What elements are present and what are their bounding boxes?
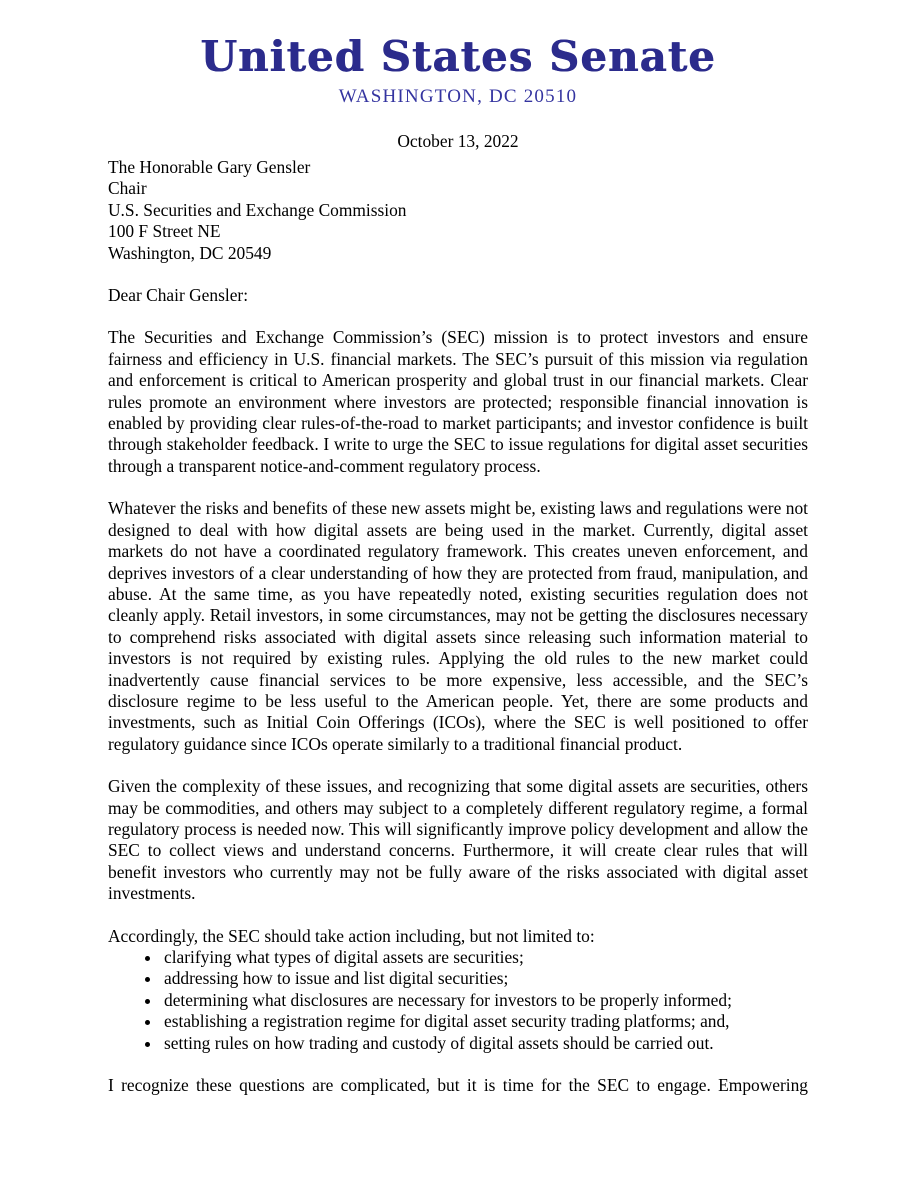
recipient-org: U.S. Securities and Exchange Commission	[108, 199, 407, 220]
bullet-item: • clarifying what types of digital assets are securities;	[162, 947, 808, 968]
paragraph-complexity: Given the complexity of these issues, and recognizing that some digital assets are securities, others may be commodities, and others may subject to a completely different regulatory regime, a formal regulatory process is needed now. This will significantly improve policy development and allow the SEC to collect views and understand concerns. Furthermore, it will create clear rules that will benefit investors who currently may not be fully aware of the risks associated with digital asset investments.	[108, 776, 808, 904]
recipient-street: 100 F Street NE	[108, 221, 221, 242]
closing-paragraph: I recognize these questions are complicated, but it is time for the SEC to engage. Empowering	[108, 1075, 808, 1096]
recipient-address-block	[108, 157, 808, 264]
letterhead-address: WASHINGTON, DC 20510	[338, 86, 578, 107]
paragraph-mission: The Securities and Exchange Commission’s (SEC) mission is to protect investors and ensure fairness and efficiency in U.S. financial markets. The SEC’s pursuit of this mission via regulation and enforcement is critical to American prosperity and global trust in our financial markets. Clear rules promote an environment where investors are protected; responsible financial innovation is enabled by providing clear rules-of-the-road to market participants; and investor confidence is built through stakeholder feedback. I write to urge the SEC to issue regulations for digital asset securities through a transparent notice-and-comment regulatory process.	[108, 327, 808, 476]
letter-date: October 13, 2022	[397, 131, 519, 151]
recipient-city: Washington, DC 20549	[108, 242, 272, 263]
bullet-item: • addressing how to issue and list digital securities;	[162, 968, 808, 989]
bullet-item: • determining what disclosures are necessary for investors to be properly informed;	[162, 990, 808, 1011]
salutation: Dear Chair Gensler:	[108, 285, 249, 306]
action-intro: Accordingly, the SEC should take action including, but not limited to:	[108, 925, 595, 946]
bullet-item: • establishing a registration regime for digital asset security trading platforms; and,	[162, 1011, 808, 1032]
bullet-item: • setting rules on how trading and custody of digital assets should be carried out.	[162, 1033, 808, 1054]
action-bullet-list	[108, 947, 808, 1054]
recipient-name: The Honorable Gary Gensler	[108, 157, 311, 177]
letter-body	[108, 157, 808, 1096]
senate-wordmark: United States Senate	[200, 32, 716, 81]
paragraph-risks: Whatever the risks and benefits of these new assets might be, existing laws and regulations were not designed to deal with how digital assets are being used in the market. Currently, digital asset markets do not have a coordinated regulatory framework. This creates uneven enforcement, and deprives investors of a clear understanding of how they are protected from fraud, manipulation, and abuse. At the same time, as you have repeatedly noted, existing securities regulation does not cleanly apply. Retail investors, in some circumstances, may not be getting the disclosures necessary to comprehend risks associated with digital assets since releasing such information material to investors is not required by existing rules. Applying the old rules to the new market could inadvertently cause financial services to be more expensive, less accessible, and the SEC’s disclosure regime to be less useful to the American people. Yet, there are some products and investments, such as Initial Coin Offerings (ICOs), where the SEC is well positioned to offer regulatory guidance since ICOs operate similarly to a traditional financial product.	[108, 498, 808, 754]
letterhead	[0, 0, 916, 108]
recipient-title: Chair	[108, 178, 147, 199]
